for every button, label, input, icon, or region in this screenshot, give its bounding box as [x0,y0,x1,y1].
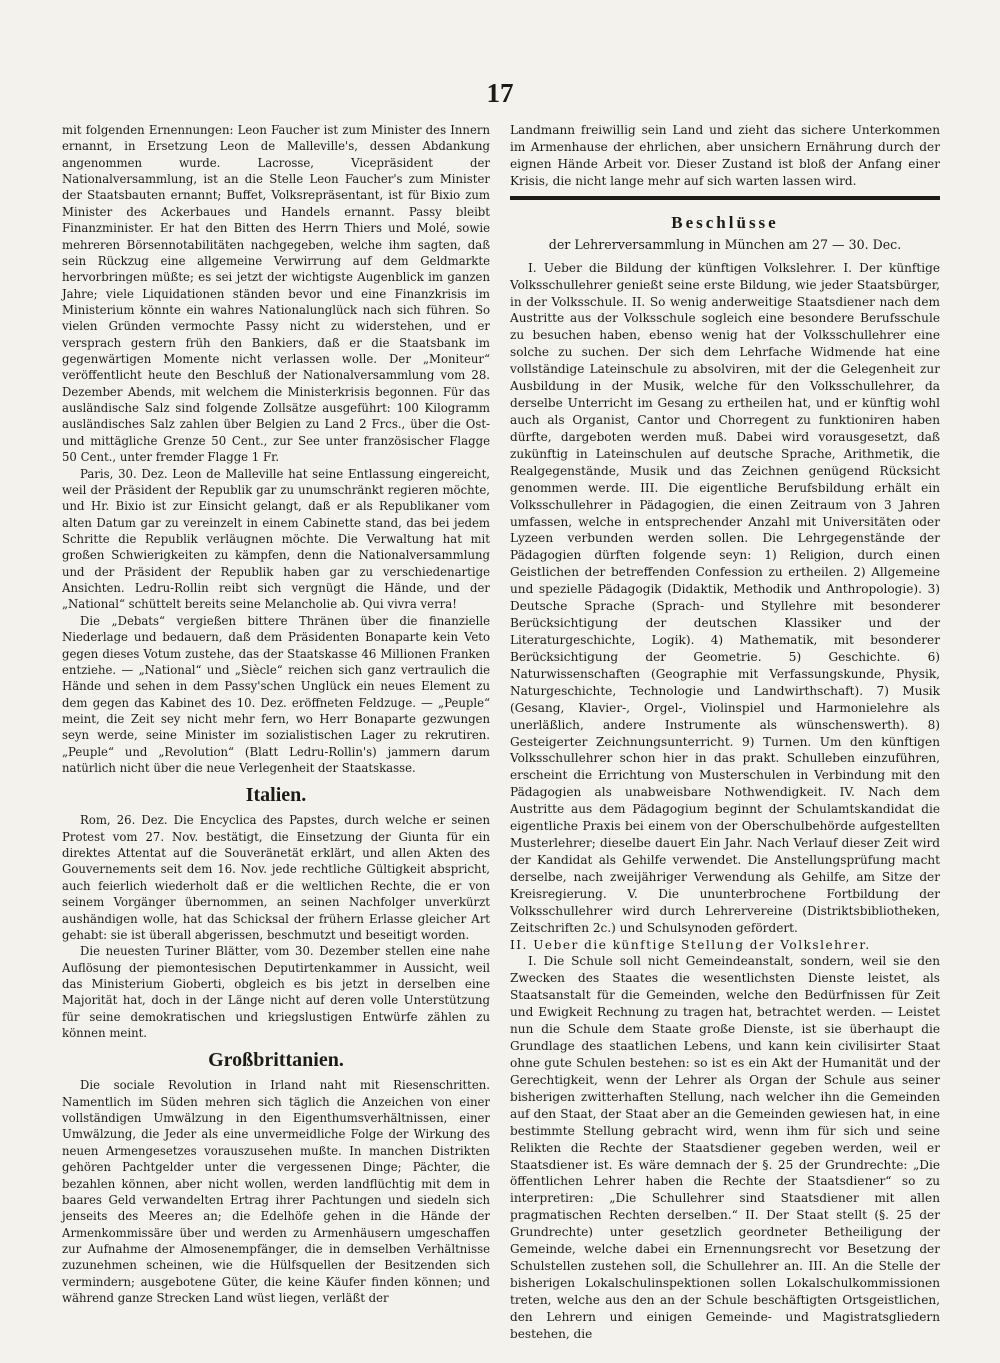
article-paragraph: Die neuesten Turiner Blätter, vom 30. Dezember stellen eine nahe Auflösung der piemontesischen Deputirtenkammer in Aussicht, weil das Ministerium Gioberti, obgleich es bis jetzt in derselben eine Majorität hat, doch in der Länge nicht auf deren volle Unterstützung für seine demokratischen und kriegslustigen Entwürfe zählen zu können meint. [62,944,490,1041]
section-heading-italien: Italien. [245,784,307,807]
section-subheading: der Lehrerversammlung in München am 27 — 30. Dec. [548,236,902,252]
page-number: 17 [486,78,514,108]
left-column [62,122,490,1306]
article-paragraph: Die „Debats“ vergießen bittere Thränen über die finanzielle Niederlage und bedauern, daß dem Präsidenten Bonaparte kein Veto gegen dieses Votum zustehe, das der Staatskasse 46 Millionen Franken entziehe. — „National“ und „Siècle“ reichen sich ganz vertraulich die Hände und sehen in dem Passy'schen Unglück ein neues Element zu dem gegen das Kabinet des 10. Dez. eröffneten Feldzuge. — „Peuple“ meint, die Zeit sey nicht mehr fern, wo Herr Bonaparte gezwungen seyn werde, seine Minister im sozialistischen Lager zu rekrutiren. „Peuple“ und „Revolution“ (Blatt Ledru-Rollin's) jammern darum natürlich nicht über die neue Verlegenheit der Staatskasse. [62,613,490,776]
article-paragraph: Rom, 26. Dez. Die Encyclica des Papstes, durch welche er seinen Protest vom 27. Nov. bestätigt, die Einsetzung der Giunta für ein direktes Attentat auf die Souveränetät erklärt, und allen Akten des Gouvernements seit dem 16. Nov. jede rechtliche Gültigkeit abspricht, auch feierlich wiederholt daß er die weltlichen Rechte, die er von seinem Vorgänger übernommen, an seinen Nachfolger unverkürzt aushändigen wolle, hat das Schicksal der frühern Erlasse gleicher Art gehabt: sie ist überall abgerissen, beschmutzt und beseitigt worden. [62,813,490,942]
article-paragraph: Die sociale Revolution in Irland naht mit Riesenschritten. Namentlich im Süden mehren sich täglich die Anzeichen von einer vollständigen Umwälzung in den Eigenthumsverhältnissen, einer Umwälzung, die Jeder als eine unvermeidliche Folge der Wirkung des neuen Armengesetzes vorauszusehen mußte. In manchen Distrikten gehören Pachtgelder unter die vergessenen Dinge; Pächter, die bezahlen können, aber nicht wollen, werden landflüchtig mit dem in baares Geld verwandelten Ertrag ihrer Pachtungen und siedeln sich jenseits des Meeres an; die Edelhöfe gehen in die Hände der Armenkommissäre über und werden zu Armenhäusern umgeschaffen zur Aufnahme der Almosenempfänger, die in demselben Verhältnisse zuzunehmen scheinen, wie die Hülfsquellen der Besitzenden sich vermindern; ausgebotene Güter, die keine Käufer finden können; und während ganze Strecken Land wüst liegen, verläßt der [62,1078,490,1306]
section-heading-beschluesse: Beschlüsse [671,212,779,232]
article-paragraph: mit folgenden Ernennungen: Leon Faucher ist zum Minister des Innern ernannt, in Ersetzung Leon de Malleville's, dessen Abdankung angenommen wurde. Lacrosse, Vicepräsident der Nationalversammlung, ist an die Stelle Leon Faucher's zum Minister der Staatsbauten ernannt; Buffet, Volksrepräsentant, ist für Bixio zum Minister des Ackerbaues und Handels ernannt. Passy bleibt Finanzminister. Er hat den Bitten des Herrn Thiers und Molé, sowie mehreren Börsennotabilitäten nachgegeben, welche ihm sagten, daß sein Rückzug eine allgemeine Verwirrung auf dem Geldmarkte hervorbringen müßte; es sei jetzt der wichtigste Augenblick im ganzen Jahre; viele Liquidationen ständen bevor und eine Finanzkrisis im Ministerium könnte ein wahres Nationalunglück nach sich führen. So vielen Gründen vermochte Passy nicht zu widerstehen, und er versprach gestern früh den Bankiers, daß er die Staatsbank im gegenwärtigen Momente nicht verlassen wolle. Der „Moniteur“ veröffentlicht heute den Beschluß der Nationalversammlung vom 28. Dezember Abends, mit welchem die Ministerkrisis begonnen. Für das ausländische Salz sind folgende Zollsätze ausgeführt: 100 Kilogramm ausländisches Salz zahlen über Belgien zu Land 2 Frcs., über die Ost- und mittägliche Grenze 50 Cent., zur See unter französischer Flagge 50 Cent., unter fremder Flagge 1 Fr. [62,123,490,465]
section-heading-grossbrittanien: Großbrittanien. [208,1049,344,1072]
right-column [510,122,940,1343]
article-paragraph: I. Ueber die Bildung der künftigen Volkslehrer. I. Der künftige Volksschullehrer genießt seine erste Bildung, wie jeder Staatsbürger, in der Volksschule. II. So wenig anderweitige Staatsdiener nach dem Austritte aus der Volksschule sogleich eine besondere Berufsschule zu besuchen haben, ebenso wenig hat der Volksschullehrer eine solche zu suchen. Der sich dem Lehrfache Widmende hat eine vollständige Lateinschule zu absolviren, mit der die Gelegenheit zur Ausbildung in der Musik, welche für den Volksschullehrer, da derselbe Unterricht im Gesang zu ertheilen hat, und er künftig wohl auch als Organist, Cantor und Chorregent zu funktioniren haben dürfte, dargeboten werden muß. Dabei wird vorausgesetzt, daß zukünftig in Lateinschulen auf deutsche Sprache, Arithmetik, die Realgegenstände, Musik und das Zeichnen genügend Rücksicht genommen werde. III. Die eigentliche Berufsbildung erhält ein Volksschullehrer in Pädagogien, die einen Zeitraum von 3 Jahren umfassen, welche in entsprechender Anzahl mit Universitäten oder Lyzeen verbunden werden sollen. Die Lehrgegenstände der Pädagogien dürften folgende seyn: 1) Religion, durch einen Geistlichen der betreffenden Confession zu ertheilen. 2) Allgemeine und spezielle Pädagogik (Didaktik, Methodik und Anthropologie). 3) Deutsche Sprache (Sprach- und Styllehre mit besonderer Berücksichtigung der deutschen Klassiker und der Literaturgeschichte, Logik). 4) Mathematik, mit besonderer Berücksichtigung der Geometrie. 5) Geschichte. 6) Naturwissenschaften (Geographie mit Verfassungskunde, Physik, Naturgeschichte, Technologie und Landwirthschaft). 7) Musik (Gesang, Klavier-, Orgel-, Violinspiel und Harmonielehre als unerläßlich, andere Instrumente als wünschenswerth). 8) Gesteigerter Zeichnungsunterricht. 9) Turnen. Um den künftigen Volksschullehrer schon hier in das prakt. Schulleben einzuführen, erscheint die Errichtung von Musterschulen in Verbindung mit den Pädagogien als unabweisbare Nothwendigkeit. IV. Nach dem Austritte aus dem Pädagogium beginnt der Schulamtskandidat die eigentliche Praxis bei einem von der Oberschulbehörde aufgestellten Musterlehrer; dieselbe dauert Ein Jahr. Nach Verlauf dieser Zeit wird der Kandidat als Gehilfe verwendet. Die Anstellungsprüfung macht derselbe, nach zweijähriger Verwendung als Gehilfe, am Sitze der Kreisregierung. V. Die ununterbrochene Fortbildung der Volksschullehrer wird durch Lehrervereine (Distriktsbibliotheken, Zeitschriften 2c.) und Schulsynoden gefördert. [510,260,940,935]
article-paragraph: II. Ueber die künftige Stellung der Volkslehrer. [510,937,871,952]
article-paragraph: I. Die Schule soll nicht Gemeindeanstalt, sondern, weil sie den Zwecken des Staates die wesentlichsten Dienste leistet, als Staatsanstalt für die Gemeinden, welche den Bedürfnissen für Zeit und Ewigkeit Rechnung zu tragen hat, betrachtet werden. — Leistet nun die Schule dem Staate große Dienste, ist sie überhaupt die Grundlage des staatlichen Lebens, und kann kein civilisirter Staat ohne gute Schulen bestehen: so ist es ein Akt der Humanität und der Gerechtigkeit, wenn der Lehrer als Organ der Schule aus seiner bisherigen zwitterhaften Stellung, nach welcher ihn die Gemeinden auf den Staat, der Staat aber an die Gemeinden gewiesen hat, in eine bestimmte Stellung gebracht wird, wenn ihm für sich und seine Relikten die Rechte der Staatsdiener gegeben werden, weil er Staatsdiener ist. Es wäre demnach der §. 25 der Grundrechte: „Die öffentlichen Lehrer haben die Rechte der Staatsdiener“ so zu interpretiren: „Die Schullehrer sind Staatsdiener mit allen pragmatischen Rechten derselben.“ II. Der Staat stellt (§. 25 der Grundrechte) unter gesetzlich geordneter Betheiligung der Gemeinde, welche dabei ein Ernennungsrecht vor Besetzung der Schulstellen zustehen soll, die Schullehrer an. III. An die Stelle der bisherigen Lokalschulinspektionen sollen Lokalschulkommissionen treten, welche aus den an der Schule beschäftigten Ortsgeistlichen, den Lehrern und einigen Gemeinde- und Magistratsgliedern bestehen, die [510,954,940,1341]
article-paragraph: Paris, 30. Dez. Leon de Malleville hat seine Entlassung eingereicht, weil der Präsident der Republik gar zu unumschränkt regieren möchte, und Hr. Bixio ist zur Einsicht gelangt, daß er als Republikaner vom alten Datum gar zu vereinzelt in einem Cabinette stand, das bei jedem Schritte die Republik verläugnen möchte. Die Verwaltung hat mit großen Schwierigkeiten zu kämpfen, denn die Nationalversammlung und der Präsident der Republik haben gar zu verschiedenartige Ansichten. Ledru-Rollin reibt sich vergnügt die Hände, und der „National“ schüttelt bereits seine Melancholie ab. Qui vivra verra! [62,466,490,612]
section-divider [510,196,940,200]
article-paragraph: Landmann freiwillig sein Land und zieht das sichere Unterkommen im Armenhause der ehrlichen, aber unsichern Ernährung durch der eignen Hände Arbeit vor. Dieser Zustand ist bloß der Anfang einer Krisis, die nicht lange mehr auf sich warten lassen wird. [510,123,940,188]
